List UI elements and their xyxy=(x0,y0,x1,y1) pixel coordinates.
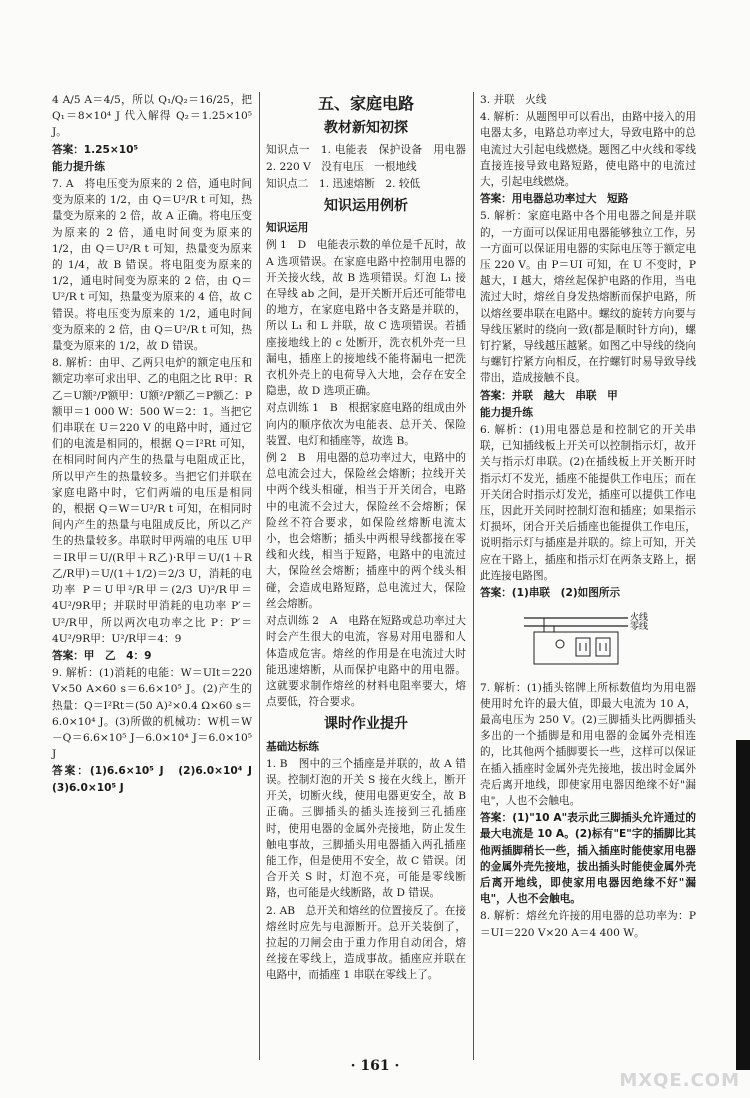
chapter-title: 五、家庭电路 xyxy=(317,94,414,113)
paragraph: 2. AB 总开关和熔丝的位置接反了。在接熔丝时应先与电源断开。总开关装倒了，拉起的刀闸会由于重力作用自动闭合，熔丝接在零线上，造成事故。插座应并联在电路中，而插座 1 串联在零线上了。 xyxy=(266,904,466,982)
column-divider-right xyxy=(473,92,474,1060)
answer-line: 答案：用电器总功率过大 短路 xyxy=(480,193,629,206)
paragraph: 8. 解析：由甲、乙两只电炉的额定电压和额定功率可求出甲、乙的电阻之比 R甲：R乙＝U额²/P额甲：U额²/P额乙＝P额乙：P额甲＝1 000 W：500 W＝2：1。当把它们串联在 U＝220 V 的电路中时，通过它们的电流是相同的，根据 Q＝I²Rt 可知，在相同时间内产生的热量与电阻成正比，所以甲产生的热量较多。当把它们并联在家庭电路中时，它们两端的电压是相同的，根据 Q＝W＝U²/R t 可知，在相同时间内产生的热量与电阻成反比，所以乙产生的热量较多。串联时甲两端的电压 U甲＝IR甲＝U/(R甲＋R乙)·R甲＝U/(1＋R乙/R甲)＝U/(1＋1/2)＝2/3 U，消耗的电功率 P＝U甲²/R甲＝(2/3 U)²/R甲＝4U²/9R甲；并联时甲消耗的电功率 P′＝U²/R甲，所以两次电功率之比 P：P′＝4U²/9R甲：U²/R甲＝4：9 xyxy=(52,357,252,645)
section-heading: 基础达标练 xyxy=(266,740,319,753)
paragraph: 8. 解析：熔丝允许接的用电器的总功率为：P＝UI＝220 V×20 A＝4 400 W。 xyxy=(480,910,696,939)
watermark-logo: MXQE.COM xyxy=(619,1070,740,1091)
paragraph: 9. 解析：(1)消耗的电能：W＝UIt＝220 V×50 A×60 s＝6.6×10⁵ J。(2)产生的热量：Q＝I²Rt＝(50 A)²×0.4 Ω×60 s＝6.0×10⁴ J。(3)所做的机械功：W机＝W－Q＝6.6×10⁵ J－6.0×10⁴ J＝6.0×10⁵ J xyxy=(52,667,252,761)
answer-line: 答案：(1)串联 (2)如图所示 xyxy=(480,587,621,600)
paragraph: 对点训练 2 A 电路在短路或总功率过大时会产生很大的电流，容易对用电器和人体造成危害。熔丝的作用是在电流过大时能迅速熔断，从而保护电路中的用电器。这就要求制作熔丝的材料电阻率要大，熔点要低，符合要求。 xyxy=(266,615,466,709)
answer-line: 答案：甲 乙 4：9 xyxy=(52,649,152,662)
neutral-wire-label: 零线 xyxy=(630,622,649,633)
answer-line: 答案：(1)"10 A"表示此三脚插头允许通过的最大电流是 10 A。(2)标有"E"字的插脚比其他两插脚稍长一些，插入插座时能使家用电器的金属外壳先接地，拔出插头时能使金属外壳后离开地线，即使家用电器因绝缘不好"漏电"，人也不会触电。 xyxy=(480,812,696,906)
section-heading: 能力提升练 xyxy=(52,160,105,173)
column-middle xyxy=(266,92,477,985)
paragraph: 知识点一 1. 电能表 保护设备 用电器 2. 220 V 没有电压 一根地线 xyxy=(266,144,477,173)
section-heading: 知识运用 xyxy=(266,222,309,235)
answer-line: 答案：(1)6.6×10⁵ J (2)6.0×10⁴ J (3)6.0×10⁵ J xyxy=(52,765,263,794)
section-heading: 能力提升练 xyxy=(480,406,533,419)
paragraph: 例 2 B 用电器的总功率过大，电路中的总电流会过大，保险丝会熔断；拉线开关中两个线头相碰，相当于开关闭合，电路中的电流不会过大，保险丝不会熔断；保险丝不符合要求，如保险丝熔断电流太小，也会熔断；插头中两根导线都接在零线和火线，相当于短路，电路中的电流过大，保险丝会熔断；插座中的两个线头相碰，会造成电路短路，总电流过大，保险丝会熔断。 xyxy=(266,452,466,610)
paragraph: 对点训练 1 B 根据家庭电路的组成由外向内的顺序依次为电能表、总开关、保险装置、电灯和插座等，故选 B。 xyxy=(266,402,466,447)
paragraph: 7. A 将电压变为原来的 2 倍，通电时间变为原来的 1/2，由 Q＝U²/R t 可知，热量变为原来的 2 倍，故 A 正确。将电压变为原来的 2 倍，通电时间变为原来的 1/2，由 Q＝U²/R t 可知，热量变为原来的 1/4，故 B 错误。将电阻变为原来的 1/2，通电时间变为原来的 2 倍，由 Q＝U²/R t 可知，热量变为原来的 4 倍，故 C 错误。将电压变为原来的 1/2，通电时间变为原来的 2 倍，由 Q＝U²/R t 可知，热量变为原来的 1/2，故 D 错误。 xyxy=(52,178,252,353)
paragraph: 7. 解析：(1)插头铭牌上所标数值均为用电器使用时允许的最大值，即最大电流为 10 A，最高电压为 250 V。(2)三脚插头比两脚插头多出的一个插脚是和用电器的金属外壳相连的，比其他两个插脚要长一些，这样可以保证在插入插座时金属外壳先接地，拔出时金属外壳后离开地线，即使家用电器因绝缘不好"漏电"，人也不会触电。 xyxy=(480,681,696,807)
answer-line: 答案：1.25×10⁵ xyxy=(52,143,139,156)
column-left xyxy=(52,92,263,797)
paragraph: 知识点二 1. 迅速熔断 2. 较低 xyxy=(266,177,421,190)
column-right xyxy=(480,92,696,942)
paragraph: 4 A/5 A＝4/5，所以 Q₁/Q₂＝16/25，把 Q₁＝8×10⁴ J 代入解得 Q₂＝1.25×10⁵ J。 xyxy=(52,94,252,139)
paragraph: 4. 解析：从题图甲可以看出，由路中接入的用电器太多，电路总功率过大，导致电路中的总电流过大引起电线燃烧。题图乙中火线和零线直接连接导致电路短路，使电路中的电流过大，引起电线燃烧。 xyxy=(480,111,696,189)
subsection-title: 知识运用例析 xyxy=(324,198,408,215)
answer-line: 答案：并联 越大 串联 甲 xyxy=(480,389,618,402)
paragraph: 例 1 D 电能表示数的单位是千瓦时，故 A 选项错误。在家庭电路中控制用电器的开关接火线，故 B 选项错误。灯泡 L₁ 接在导线 ab 之间，是开关断开后还可能带电的地方，在家庭电路中各支路是并联的，所以 L₁ 和 L 并联，故 C 选项错误。若插座接地线上的 c 处断开，洗衣机外壳一旦漏电，插座上的接地线不能将漏电一把洗衣机外壳上的电荷导入大地，会存在安全隐患，故 D 选项正确。 xyxy=(266,239,466,398)
live-wire-label: 火线 xyxy=(630,613,649,624)
page-number: · 161 · xyxy=(350,1058,400,1074)
paragraph: 5. 解析：家庭电路中各个用电器之间是并联的，一方面可以保证用电器能够独立工作，另一方面可以保证用电器的实际电压等于额定电压 220 V。由 P＝UI 可知，在 U 不变时，P 越大，I 越大，熔丝起保护电路的作用，当电流过大时，熔丝自身发热熔断而保护电路，所以熔丝要串联在电路中。螺纹的旋转方向要与导线压紧时的绕向一致(都是顺时针方向)，螺钉拧紧，导线越压越紧。如图乙中导线的绕向与螺钉拧紧方向相反，在拧螺钉时易导致导线带出，造成接触不良。 xyxy=(480,210,696,385)
paragraph: 3. 并联 火线 xyxy=(480,94,547,106)
column-divider-left xyxy=(259,92,260,1060)
paragraph: 6. 解析：(1)用电器总是和控制它的开关串联，已知插线板上开关可以控制指示灯，故开关与指示灯串联。(2)在插线板上开关断开时指示灯不发光，插座不能提供工作电压；而在开关闭合时指示灯发光，插座可以提供工作电压，因此开关同时控制灯泡和插座；如果指示灯损坏，闭合开关后插座也能提供工作电压，说明指示灯与插座是并联的。综上可知，开关应在干路上，插座和指示灯在两条支路上，据此连接电路图。 xyxy=(480,424,696,582)
page-edge-shadow xyxy=(736,740,750,1070)
subsection-title: 教材新知初探 xyxy=(324,120,408,137)
paragraph: 1. B 图中的三个插座是并联的，故 A 错误。控制灯泡的开关 S 接在火线上，断开开关，切断火线，使用电器更安全，故 B 正确。三脚插头的插头连接到三孔插座时，使用电器的金属外壳接地，防止发生触电事故，三脚插头用电器插入两孔插座能工作，但是使用不安全，故 C 错误。闭合开关 S 时，灯泡不亮，可能是零线断路，也可能是火线断路，故 D 错误。 xyxy=(266,757,466,900)
subsection-title: 课时作业提升 xyxy=(324,716,408,733)
circuit-diagram xyxy=(520,606,660,668)
